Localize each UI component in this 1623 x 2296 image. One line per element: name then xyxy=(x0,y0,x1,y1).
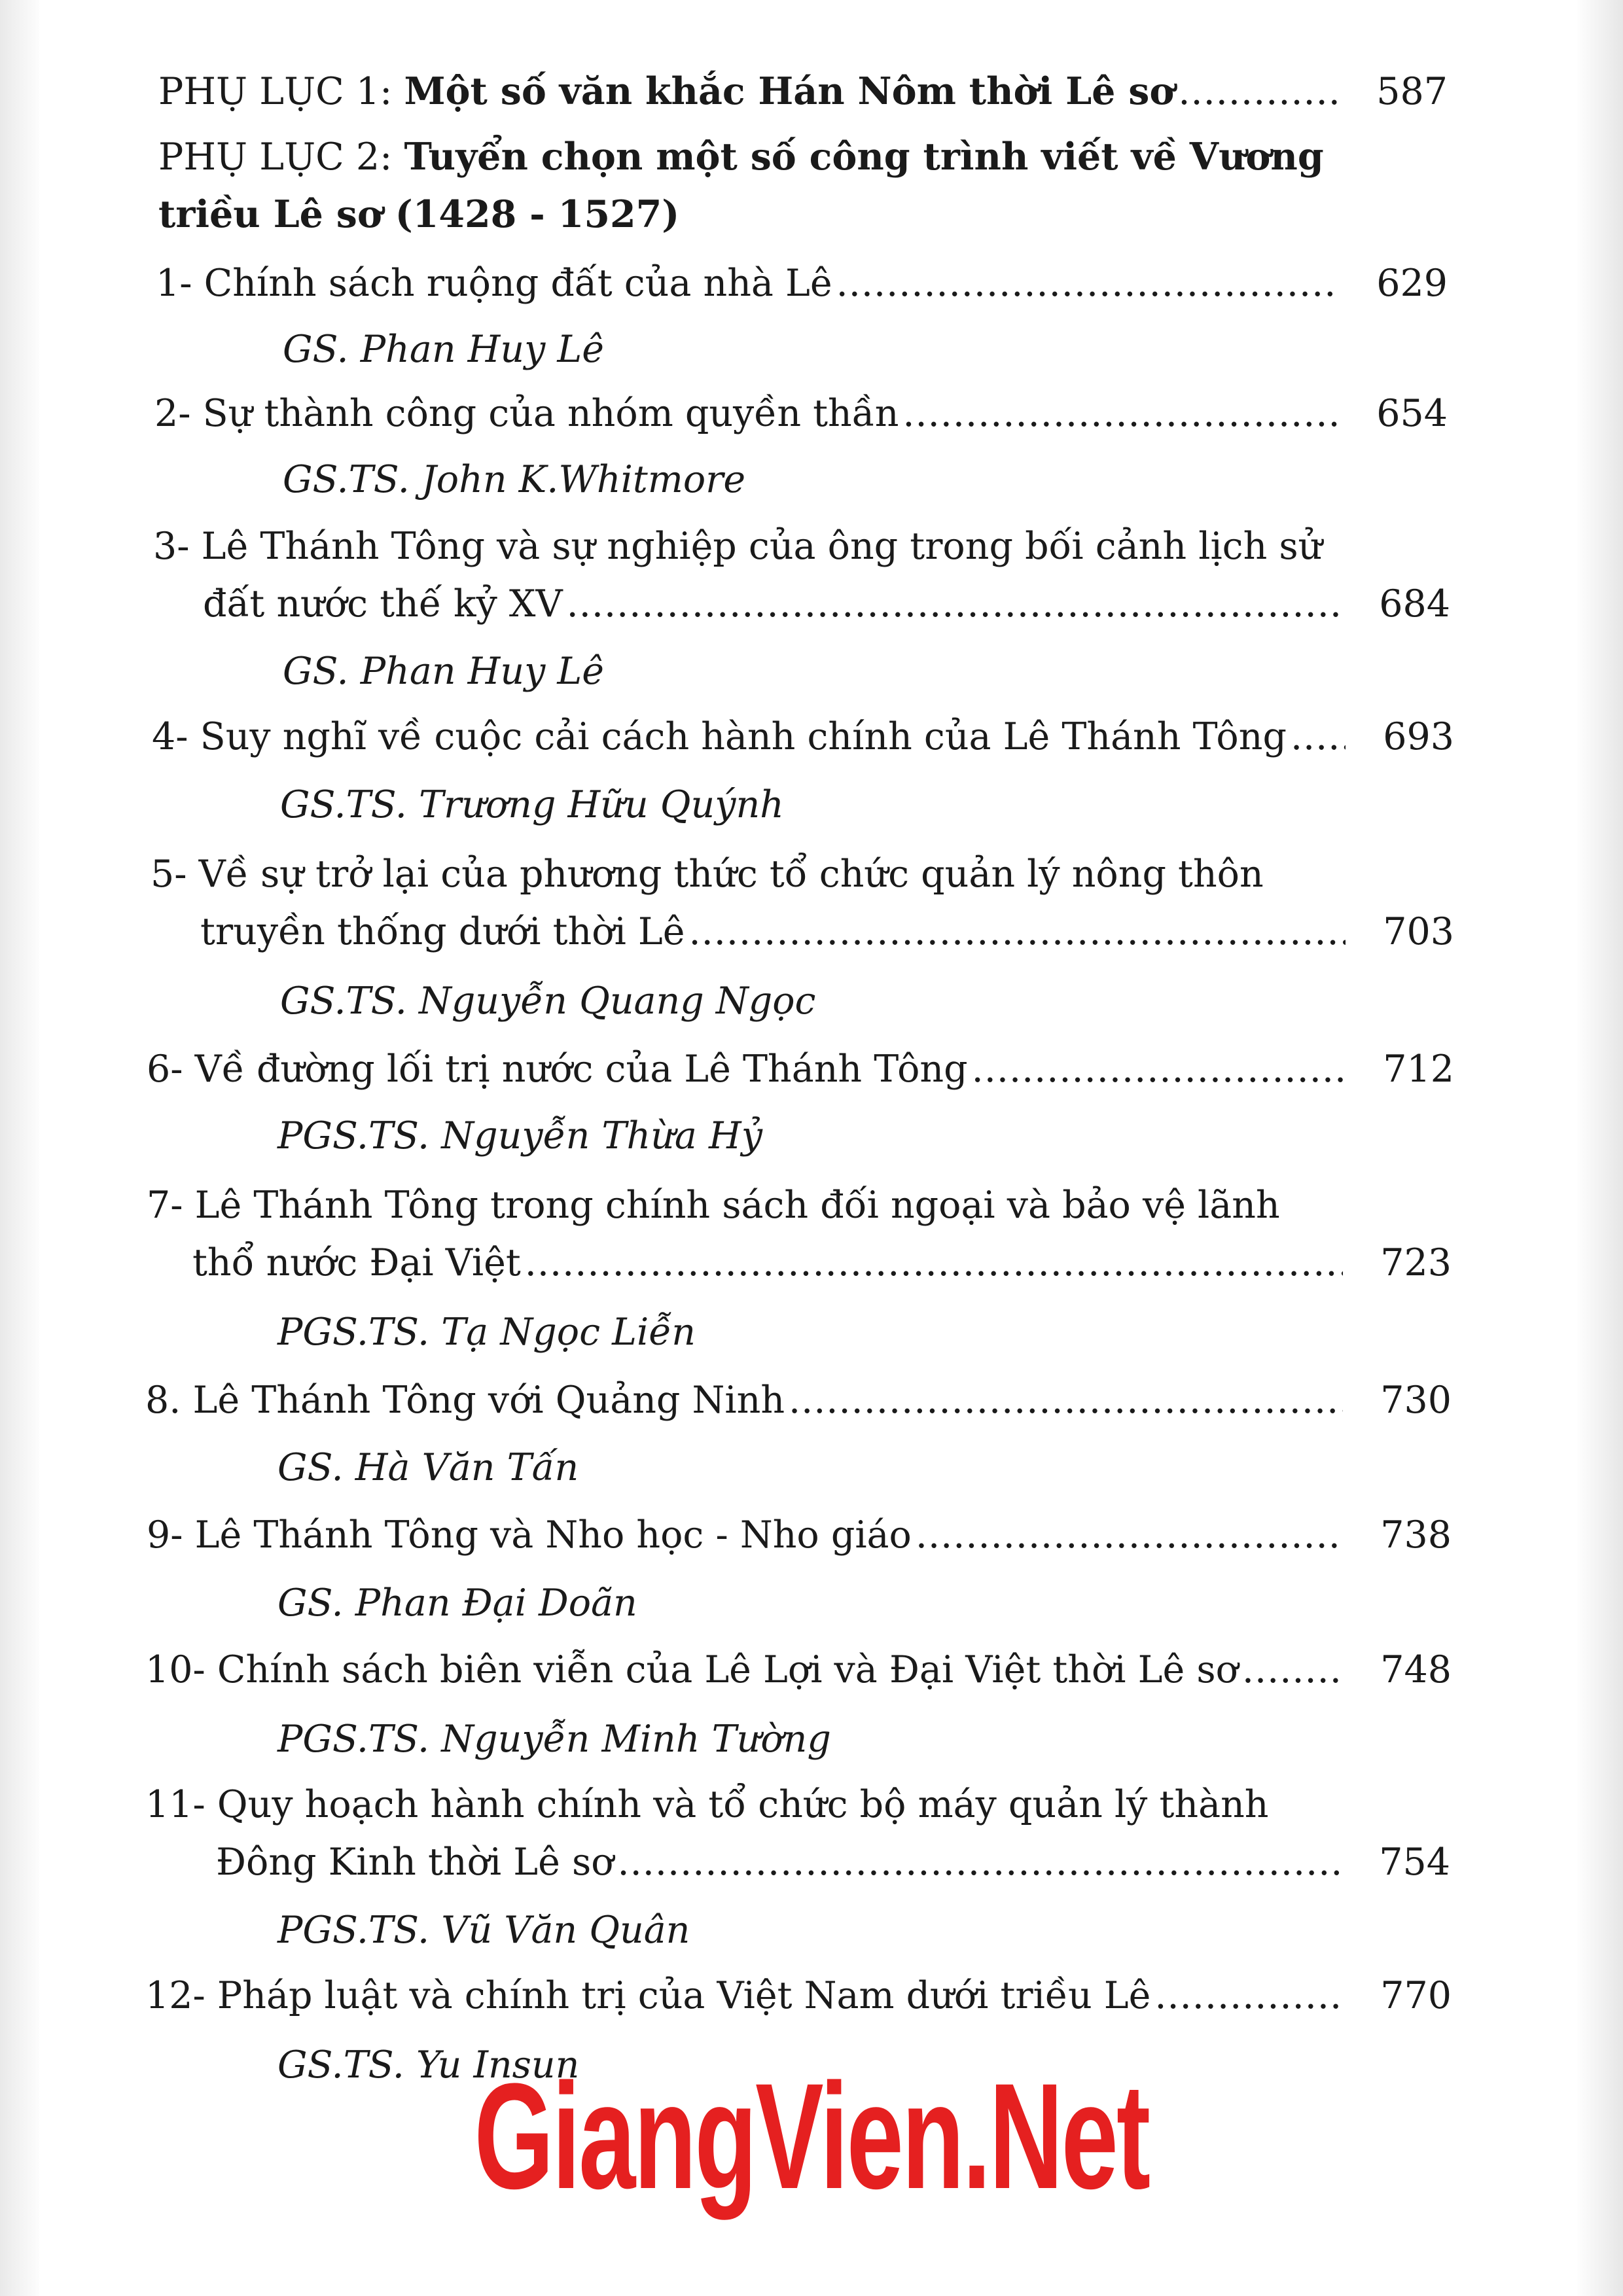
dot-leader xyxy=(525,1237,1343,1289)
toc-entry-9 xyxy=(147,1509,1452,1561)
entry-author: GS. Phan Huy Lê xyxy=(283,328,604,371)
entry-author: PGS.TS. Tạ Ngọc Liễn xyxy=(277,1311,696,1354)
toc-entry-11 xyxy=(216,1836,1450,1888)
appendix-2-title-line1: Tuyển chọn một số công trình viết về Vương xyxy=(404,135,1324,179)
entry-author: PGS.TS. Vũ Văn Quân xyxy=(277,1909,690,1952)
entry-author: GS.TS. Trương Hữu Quýnh xyxy=(280,783,784,826)
appendix-2-label: PHỤ LỤC 2: xyxy=(158,135,404,179)
toc-entry-8 xyxy=(145,1374,1452,1426)
appendix-1-line xyxy=(158,65,1448,118)
toc-entry-10 xyxy=(145,1644,1452,1696)
entry-title: 12- Pháp luật và chính trị của Việt Nam dưới triều Lê xyxy=(145,1974,1151,2017)
entry-title: 10- Chính sách biên viễn của Lê Lợi và Đại Việt thời Lê sơ xyxy=(145,1648,1238,1691)
dot-leader xyxy=(567,578,1342,630)
appendix-1-title: Một số văn khắc Hán Nôm thời Lê sơ xyxy=(404,69,1175,113)
toc-entry-12 xyxy=(145,1969,1452,2022)
dot-leader xyxy=(916,1509,1343,1561)
entry-title: 8. Lê Thánh Tông với Quảng Ninh xyxy=(145,1379,785,1422)
entry-author: PGS.TS. Nguyễn Minh Tường xyxy=(277,1718,831,1761)
entry-author: PGS.TS. Nguyễn Thừa Hỷ xyxy=(277,1114,762,1157)
appendix-2-title-line2: triều Lê sơ (1428 - 1527) xyxy=(158,192,680,236)
appendix-1-heading xyxy=(158,65,1174,118)
dot-leader xyxy=(902,387,1339,440)
page-number: 748 xyxy=(1380,1648,1452,1691)
page-number: 730 xyxy=(1380,1379,1452,1422)
page-number: 712 xyxy=(1383,1048,1454,1091)
entry-title-line1: 5- Về sự trở lại của phương thức tổ chức quản lý nông thôn xyxy=(151,853,1264,896)
dot-leader xyxy=(789,1374,1343,1426)
page-number: 684 xyxy=(1379,582,1450,626)
toc-entry-1 xyxy=(156,257,1448,309)
dot-leader xyxy=(1291,711,1346,763)
toc-entry-6 xyxy=(147,1043,1454,1095)
entry-title-line1: 7- Lê Thánh Tông trong chính sách đối ngoại và bảo vệ lãnh xyxy=(147,1184,1280,1227)
page-number: 654 xyxy=(1376,392,1448,435)
entry-title: 4- Suy nghĩ về cuộc cải cách hành chính của Lê Thánh Tông xyxy=(152,715,1287,758)
appendix-1-label: PHỤ LỤC 1: xyxy=(158,70,404,113)
watermark: GiangVien.Net xyxy=(474,2052,1149,2220)
appendix-2-heading xyxy=(158,131,1324,183)
entry-title: 1- Chính sách ruộng đất của nhà Lê xyxy=(156,262,832,305)
dot-leader xyxy=(836,257,1339,309)
entry-title-line2: truyền thống dưới thời Lê xyxy=(200,910,685,953)
dot-leader xyxy=(618,1836,1342,1888)
page-number: 738 xyxy=(1380,1513,1452,1557)
dot-leader xyxy=(1154,1969,1343,2022)
entry-title-line2: đất nước thế kỷ XV xyxy=(203,582,563,626)
entry-title-line1: 3- Lê Thánh Tông và sự nghiệp của ông trong bối cảnh lịch sử xyxy=(153,525,1323,568)
toc-entry-7 xyxy=(192,1237,1452,1289)
entry-author: GS.TS. John K.Whitmore xyxy=(283,458,746,501)
page-number: 754 xyxy=(1379,1841,1450,1884)
entry-author: GS. Phan Đại Doãn xyxy=(277,1581,637,1625)
entry-title: 6- Về đường lối trị nước của Lê Thánh Tông xyxy=(147,1048,968,1091)
toc-entry-2 xyxy=(154,387,1448,440)
page-number: 587 xyxy=(1376,70,1448,113)
dot-leader xyxy=(972,1043,1346,1095)
entry-title-line2: Đông Kinh thời Lê sơ xyxy=(216,1841,614,1884)
entry-author: GS. Phan Huy Lê xyxy=(283,650,604,693)
page-number: 629 xyxy=(1376,262,1448,305)
entry-title-line2: thổ nước Đại Việt xyxy=(192,1241,521,1284)
page-number: 693 xyxy=(1383,715,1454,758)
page-number: 770 xyxy=(1380,1974,1452,2017)
entry-author: GS.TS. Yu Insun xyxy=(277,2043,580,2087)
entry-title: 2- Sự thành công của nhóm quyền thần xyxy=(154,392,899,435)
toc-entry-5 xyxy=(200,906,1454,958)
page-number: 703 xyxy=(1383,910,1454,953)
toc-entry-3 xyxy=(203,578,1450,630)
entry-author: GS. Hà Văn Tấn xyxy=(277,1446,579,1489)
toc-entry-4 xyxy=(152,711,1454,763)
dot-leader xyxy=(689,906,1346,958)
entry-title: 9- Lê Thánh Tông và Nho học - Nho giáo xyxy=(147,1513,912,1557)
entry-author: GS.TS. Nguyễn Quang Ngọc xyxy=(280,980,816,1023)
dot-leader xyxy=(1178,65,1339,118)
dot-leader xyxy=(1242,1644,1343,1696)
entry-title-line1: 11- Quy hoạch hành chính và tổ chức bộ máy quản lý thành xyxy=(145,1783,1269,1826)
page-number: 723 xyxy=(1380,1241,1452,1284)
